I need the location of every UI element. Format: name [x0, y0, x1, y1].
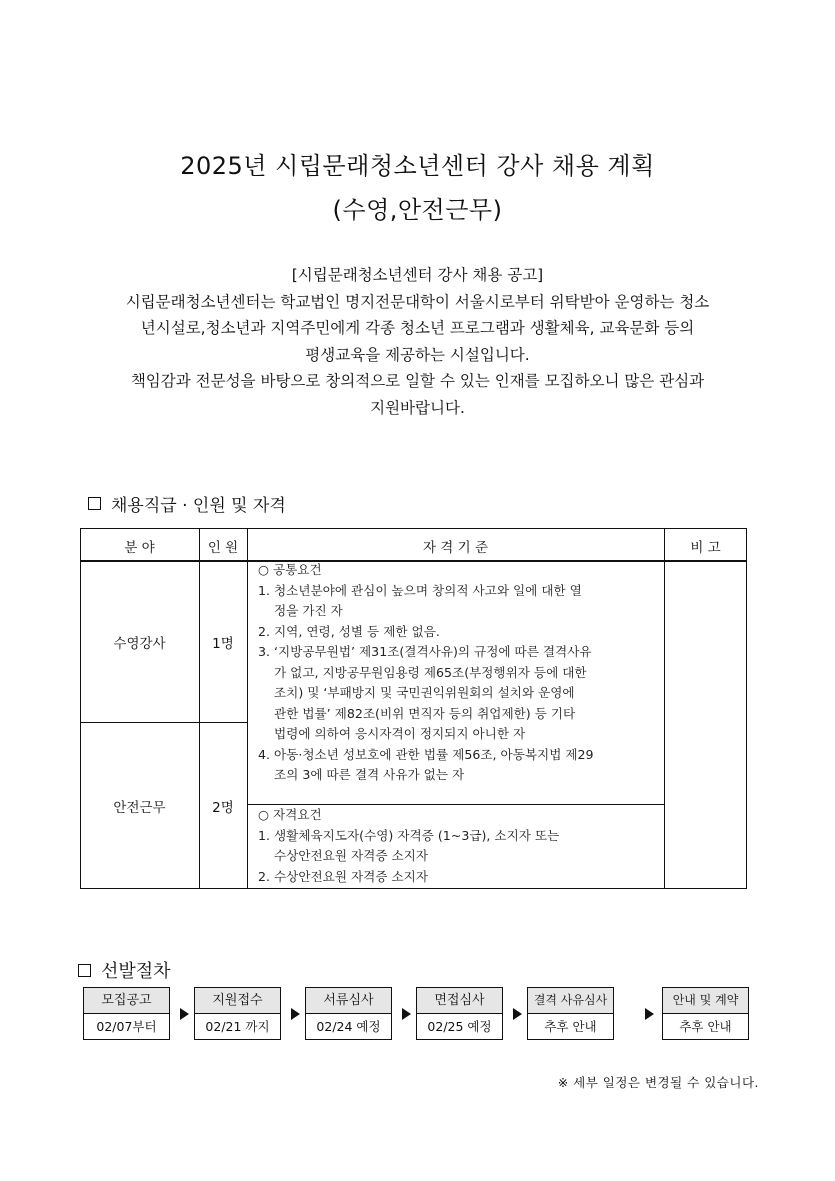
- arrow-right-icon: [180, 1008, 189, 1020]
- intro-heading: [시립문래청소년센터 강사 채용 공고]: [291, 266, 544, 284]
- checkbox-square-icon: [88, 497, 101, 510]
- checkbox-square-icon: [78, 964, 91, 977]
- table-col-divider: [664, 528, 665, 889]
- criteria-line: 4. 아동·청소년 성보호에 관한 법률 제56조, 아동복지법 제29: [258, 746, 594, 762]
- header-count: 인 원: [207, 540, 239, 556]
- page-subtitle: (수영,안전근무): [332, 196, 503, 224]
- criteria-line: 3. ‘지방공무원법’ 제31조(결격사유)의 규정에 따른 결격사유: [258, 644, 592, 659]
- process-step: [305, 987, 392, 1040]
- criteria-title: ○ 공통요건: [258, 562, 322, 577]
- criteria-line: 가 없고, 지방공무원임용령 제65조(부정행위자 등에 대한: [274, 664, 587, 680]
- section-heading-selection: [78, 957, 171, 983]
- criteria-line: 수상안전요원 자격증 소지자: [274, 848, 428, 863]
- intro-line: 평생교육을 제공하는 시설입니다.: [305, 345, 530, 364]
- criteria-title: ○ 자격요건: [258, 807, 322, 822]
- row-field-swim-instructor: 수영강사: [113, 636, 166, 652]
- process-step: [527, 987, 614, 1040]
- criteria-line: 2. 수상안전요원 자격증 소지자: [258, 868, 429, 884]
- row-count: 2명: [212, 800, 234, 816]
- table-col-divider: [199, 528, 200, 889]
- section-heading-text: 채용직급 · 인원 및 자격: [111, 496, 286, 516]
- page-title: 2025년 시립문래청소년센터 강사 채용 계획: [180, 152, 655, 180]
- header-remarks: 비 고: [690, 540, 721, 556]
- intro-line: 시립문래청소년센터는 학교법인 명지전문대학이 서울시로부터 위탁받아 운영하는 청소: [125, 292, 710, 311]
- section-heading-text: 선발절차: [101, 961, 171, 982]
- header-field: 분 야: [124, 540, 155, 556]
- section-heading-qualification: [88, 491, 286, 516]
- criteria-line: 조의 3에 따른 결격 사유가 없는 자: [274, 767, 465, 782]
- criteria-line: 1. 생활체육지도자(수영) 자격증 (1~3급), 소지자 또는: [258, 827, 560, 843]
- row-field-safety-duty: 안전근무: [113, 800, 166, 816]
- criteria-line: 조치) 및 ‘부패방지 및 국민권익위원회의 설치와 운영에: [274, 685, 575, 700]
- step-date: 02/21 까지: [205, 1019, 270, 1034]
- qualification-requirements: [258, 805, 559, 887]
- process-step: [662, 987, 749, 1040]
- table-col-divider: [247, 528, 248, 889]
- step-name: 안내 및 계약: [663, 988, 748, 1014]
- step-name: 지원접수: [195, 988, 280, 1014]
- arrow-right-icon: [402, 1008, 411, 1020]
- arrow-right-icon: [291, 1008, 300, 1020]
- step-name: 결격 사유심사: [528, 988, 613, 1014]
- header-criteria: 자 격 기 준: [422, 540, 489, 556]
- intro-line: 책임감과 전문성을 바탕으로 창의적으로 일할 수 있는 인재를 모집하오니 많은 관심과: [130, 372, 705, 390]
- criteria-line: 1. 청소년분야에 관심이 높으며 창의적 사고와 일에 대한 열: [258, 582, 582, 598]
- criteria-line: 관한 법률’ 제82조(비위 면직자 등의 취업제한) 등 기타: [274, 705, 576, 721]
- arrow-right-icon: [513, 1008, 522, 1020]
- process-step: [83, 987, 170, 1040]
- step-date: 추후 안내: [544, 1019, 597, 1034]
- intro-line: 년시설로,청소년과 지역주민에게 각종 청소년 프로그램과 생활체육, 교육문화 등의: [140, 319, 695, 337]
- step-date: 추후 안내: [679, 1019, 732, 1034]
- step-date: 02/07부터: [96, 1019, 157, 1034]
- intro-paragraph: [70, 262, 765, 421]
- criteria-line: 2. 지역, 연령, 성별 등 제한 없음.: [258, 623, 440, 639]
- intro-line: 지원바랍니다.: [370, 398, 465, 417]
- schedule-change-note: ※ 세부 일정은 변경될 수 있습니다.: [557, 1075, 759, 1090]
- step-name: 서류심사: [306, 988, 391, 1014]
- qualification-table: [80, 528, 747, 889]
- process-step: [194, 987, 281, 1040]
- step-name: 면접심사: [417, 988, 502, 1014]
- arrow-right-icon: [645, 1008, 654, 1020]
- step-date: 02/25 예정: [427, 1019, 492, 1034]
- common-requirements: [258, 560, 594, 786]
- row-count: 1명: [212, 636, 234, 652]
- criteria-line: 정을 가진 자: [274, 603, 343, 618]
- step-date: 02/24 예정: [316, 1019, 381, 1034]
- step-name: 모집공고: [84, 988, 169, 1014]
- table-row-divider: [80, 722, 247, 723]
- criteria-line: 법령에 의하여 응시자격이 정지되지 아니한 자: [274, 726, 526, 741]
- process-step: [416, 987, 503, 1040]
